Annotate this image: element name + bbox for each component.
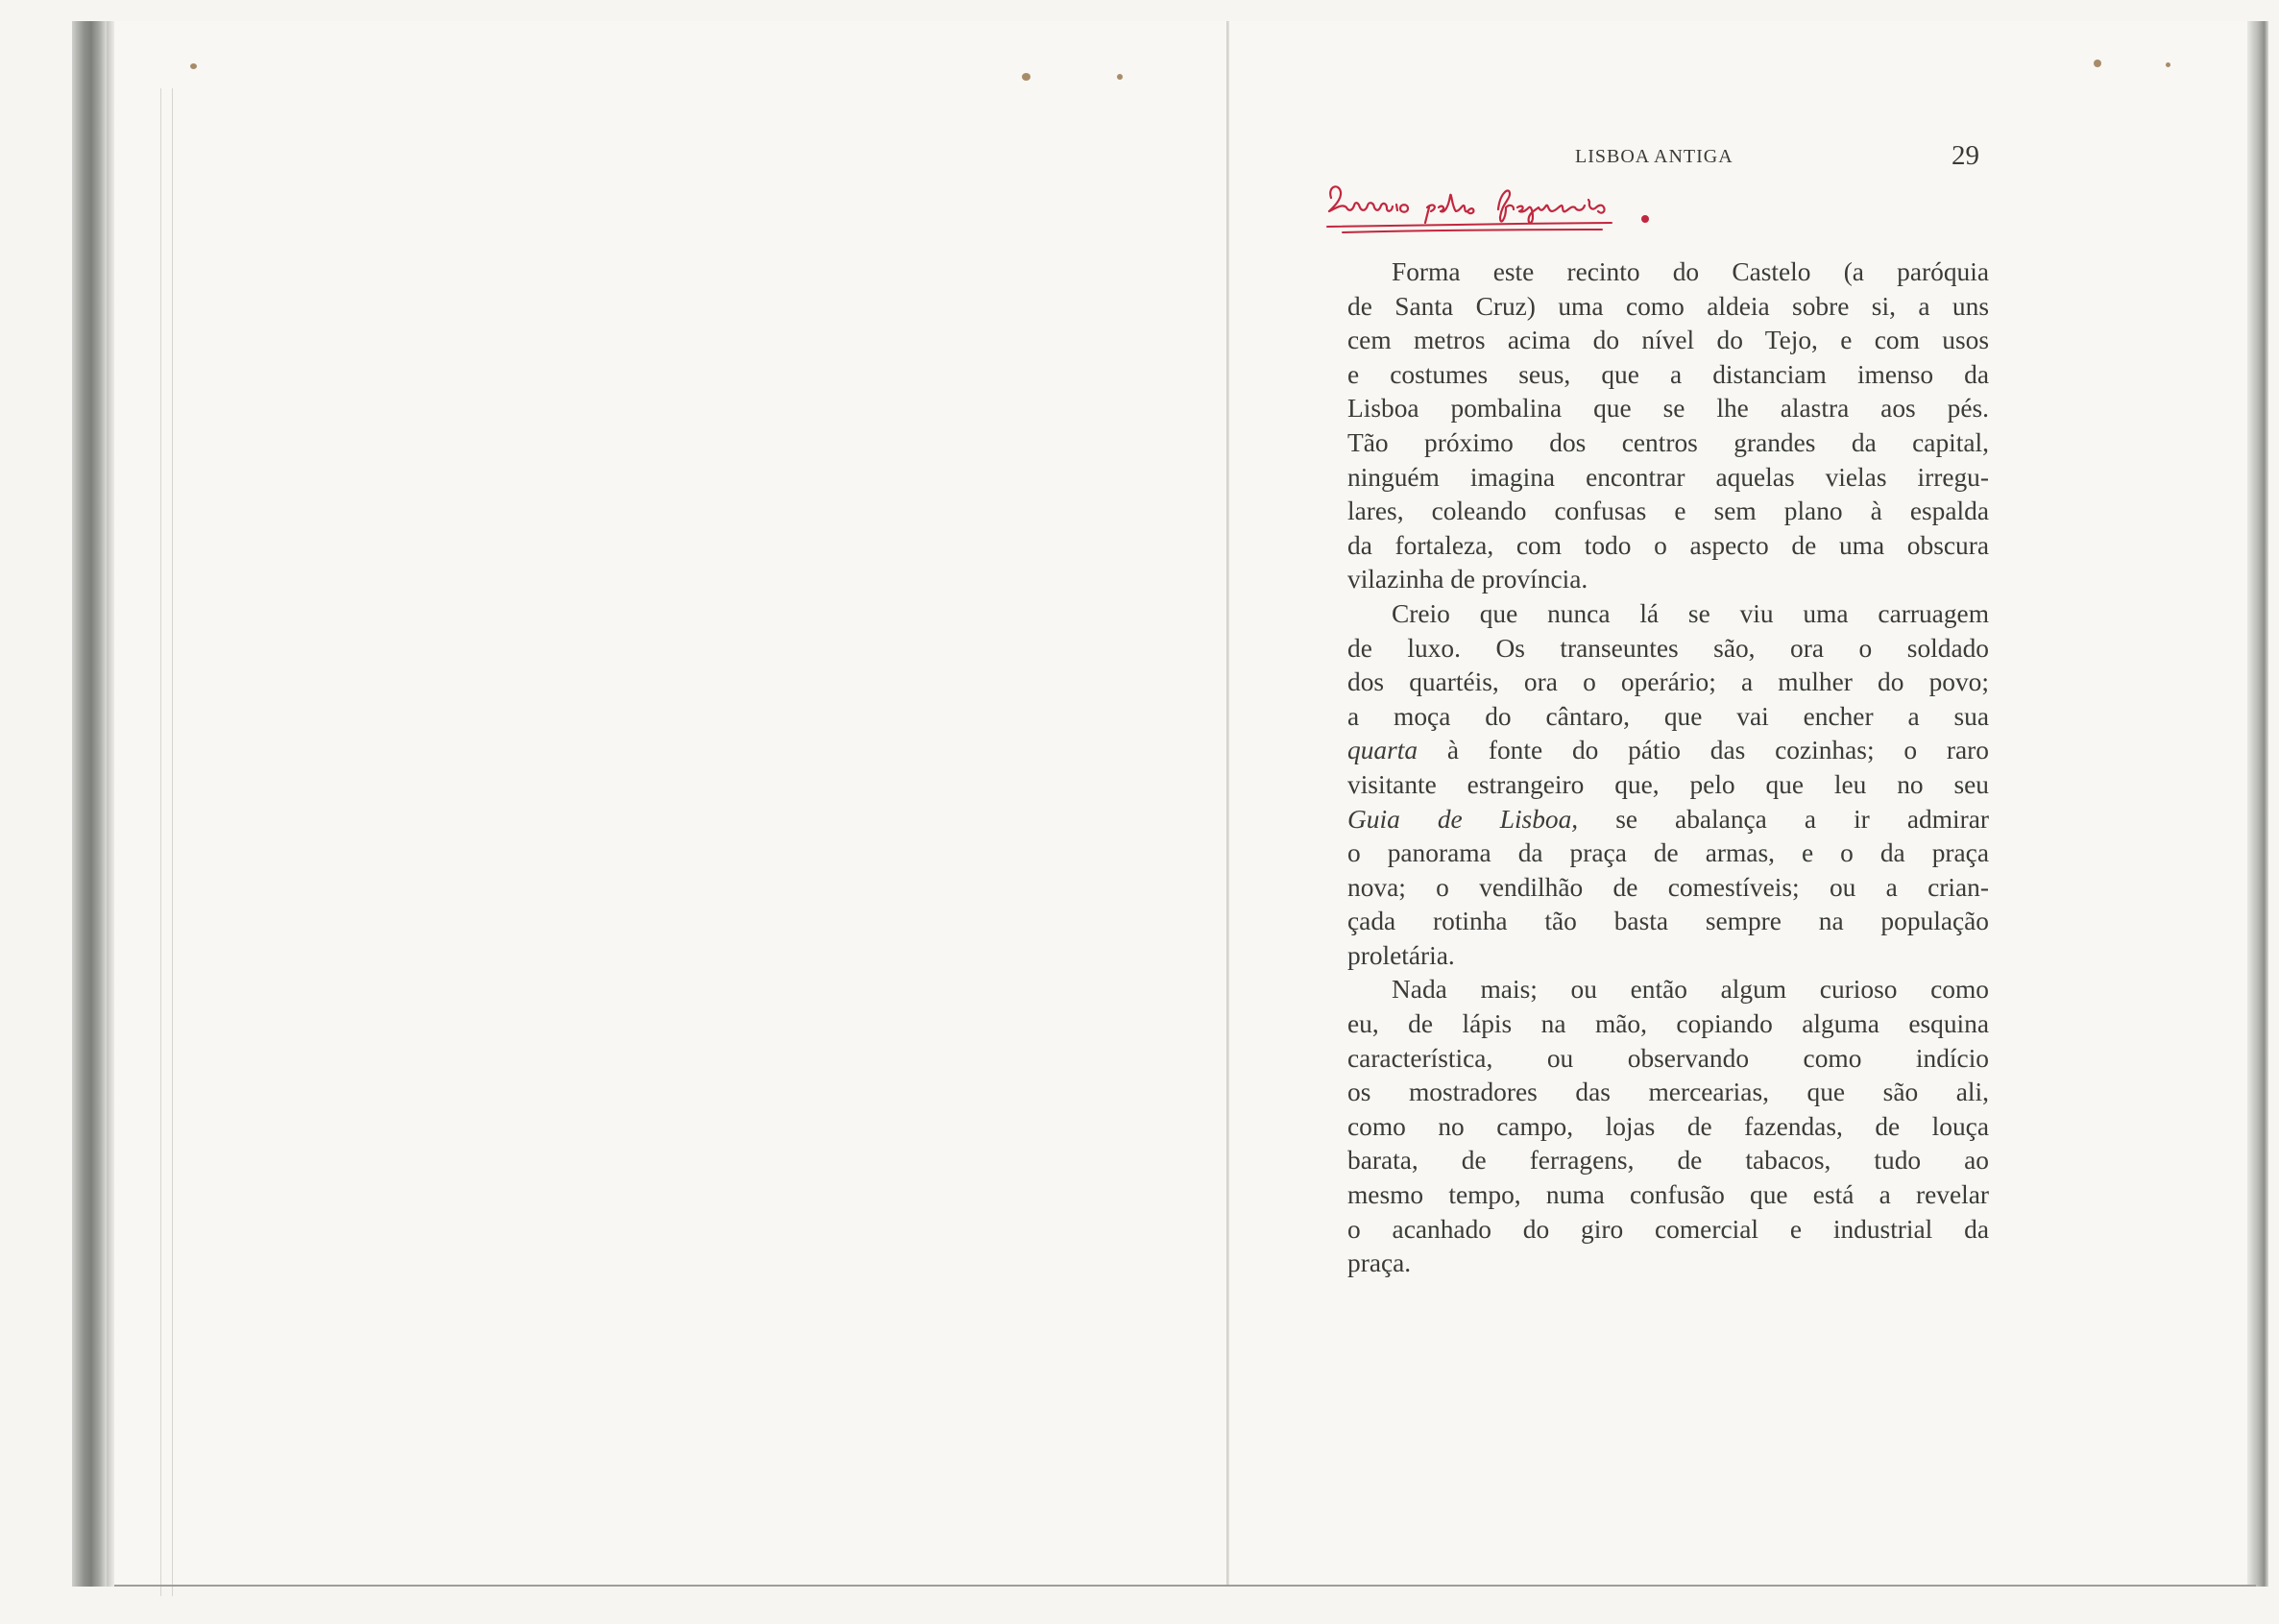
body-text-line: nova; o vendilhão de comestíveis; ou a crian- (1347, 872, 1989, 902)
body-text-line: mesmo tempo, numa confusão que está a revelar (1347, 1180, 1989, 1210)
body-text-line: Forma este recinto do Castelo (a paróquia (1392, 257, 1989, 286)
body-text-column (1347, 255, 1989, 1281)
italic-phrase: quarta (1347, 736, 1418, 765)
body-text-line: visitante estrangeiro que, pelo que leu no seu (1347, 769, 1989, 799)
page-bottom-edge (114, 1585, 2256, 1587)
body-text-line: vilazinha de província. (1347, 565, 1588, 594)
left-page-margin-line-inner (172, 88, 173, 1596)
body-text-line: proletária. (1347, 940, 1455, 970)
spine-edge (107, 21, 114, 1587)
body-text-line: de Santa Cruz) uma como aldeia sobre si, a uns (1347, 291, 1989, 321)
foxing-speck (190, 63, 197, 69)
body-text-line: barata, de ferragens, de tabacos, tudo ao (1347, 1146, 1989, 1176)
right-page-edge (2247, 21, 2268, 1587)
body-text-line: o panorama da praça de armas, e o da praça (1347, 838, 1989, 868)
book-spine (72, 21, 107, 1587)
body-text-line: lares, coleando confusas e sem plano à espalda (1347, 497, 1989, 526)
running-header-title: LISBOA ANTIGA (1575, 146, 1733, 167)
body-text-line: ninguém imagina encontrar aquelas vielas irregu- (1347, 462, 1989, 492)
body-text-line (1347, 734, 1989, 768)
body-text-line: de luxo. Os transeuntes são, ora o soldado (1347, 633, 1989, 663)
body-text-line (1347, 803, 1989, 837)
body-text-line: çada rotinha tão basta sempre na população (1347, 907, 1989, 936)
body-text-line: cem metros acima do nível do Tejo, e com usos (1347, 326, 1989, 355)
body-text-line: Nada mais; ou então algum curioso como (1392, 975, 1989, 1005)
body-text-line: praça. (1347, 1248, 1412, 1278)
body-text-line: eu, de lápis na mão, copiando alguma esquina (1347, 1009, 1989, 1039)
body-text-line: os mostradores das mercearias, que são ali, (1347, 1078, 1989, 1107)
body-text-line: como no campo, lojas de fazendas, de louça (1347, 1111, 1989, 1141)
body-text-line: a moça do cântaro, que vai encher a sua (1347, 701, 1989, 731)
italic-phrase: Guia de Lisboa, (1347, 804, 1579, 834)
body-text-line: da fortaleza, com todo o aspecto de uma obscura (1347, 530, 1989, 560)
left-page-blank (114, 21, 1226, 1587)
foxing-speck (2094, 60, 2101, 67)
body-text-line: característica, ou observando como indício (1347, 1043, 1989, 1073)
foxing-speck (2166, 62, 2170, 67)
body-text-line: e costumes seus, que a distanciam imenso da (1347, 359, 1989, 389)
body-text-line: o acanhado do giro comercial e industrial da (1347, 1214, 1989, 1244)
line-remainder: se abalança a ir admirar (1578, 804, 1989, 834)
left-page-margin-line (160, 88, 161, 1596)
body-text-line: Tão próximo dos centros grandes da capital, (1347, 427, 1989, 457)
handwritten-note-drawing (1323, 179, 1655, 238)
body-text-line: Creio que nunca lá se viu uma carruagem (1392, 598, 1989, 628)
foxing-speck (1117, 74, 1123, 80)
body-text-line: dos quartéis, ora o operário; a mulher do povo; (1347, 667, 1989, 697)
page-number: 29 (1952, 140, 1979, 171)
line-remainder: à fonte do pátio das cozinhas; o raro (1418, 736, 1989, 765)
body-text-line: Lisboa pombalina que se lhe alastra aos pés. (1347, 394, 1989, 424)
foxing-speck (1022, 73, 1030, 81)
handwritten-annotation (1323, 179, 1655, 238)
